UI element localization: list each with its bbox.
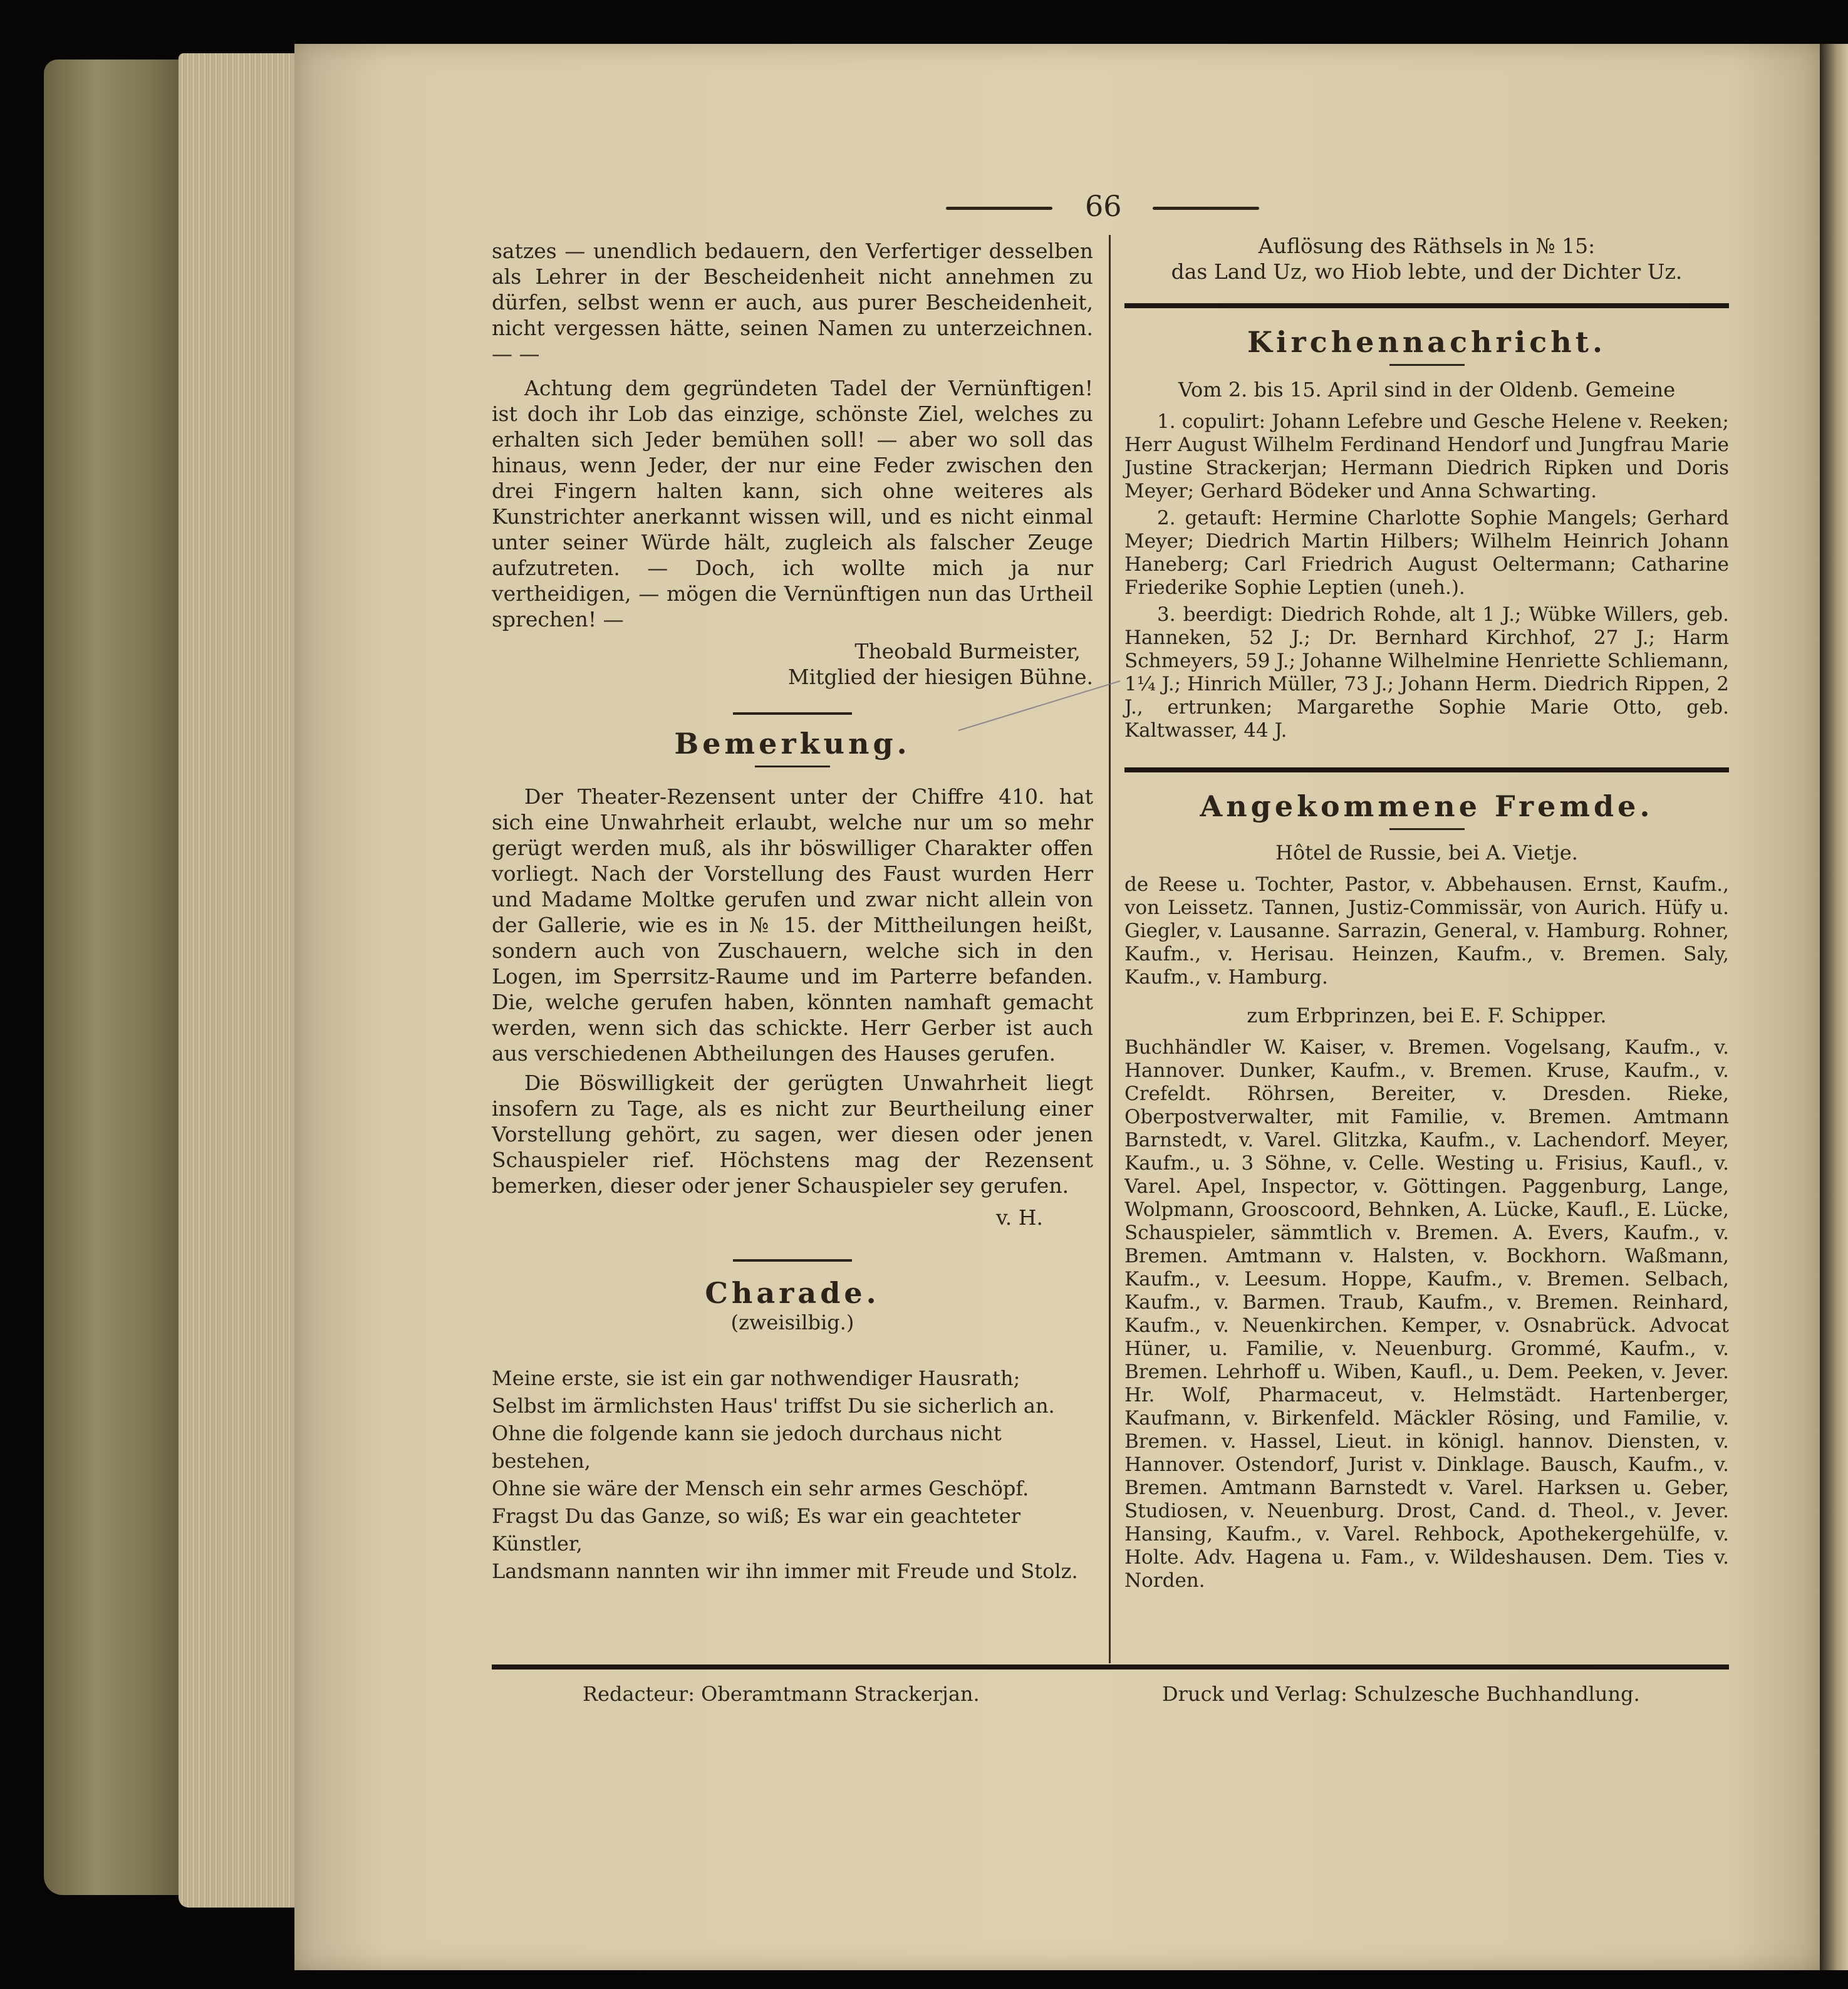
hotel-name: zum Erbprinzen, bei E. F. Schipper. xyxy=(1247,1004,1607,1027)
charade-line: Meine erste, sie ist ein gar nothwendiger Hausrath; xyxy=(492,1366,1020,1390)
hotel-guest-list: de Reese u. Tochter, Pastor, v. Abbehausen. Ernst, Kaufm., von Leissetz. Tannen, Justiz-Commissär, von Aurich. Hüfy u. Giegler, v. Lausanne. Sarrazin, General, v. Hamburg. Rohner, Kaufm., v. Herisau. Heinzen, Kaufm., v. Bremen. Saly, Kaufm., v. Hamburg. xyxy=(1124,873,1729,989)
page-header xyxy=(946,188,1259,226)
bemerkung-paragraph: Der Theater-Rezensent unter der Chiffre 410. hat sich eine Unwahrheit erlaubt, welche nur um so mehr gerügt werden muß, als ihr böswilliger Charakter offen vorliegt. Nach der Vorstellung des Faust wurden Herr und Madame Moltke gerufen und zwar nicht allein von der Gallerie, wie es in № 15. der Mittheilungen heißt, sondern auch von Zuschauern, welche sich in den Logen, im Sperrsitz-Raume und im Parterre befanden. Die, welche gerufen haben, könnten namhaft gemacht werden, wenn sich das schickte. Herr Gerber ist auch aus verschiedenen Abtheilungen des Hauses gerufen. xyxy=(492,784,1093,1066)
column-divider xyxy=(1109,235,1111,1663)
raetsel-solution-title: Auflösung des Räthsels in № 15: xyxy=(1258,234,1596,258)
footer-rule xyxy=(492,1664,1729,1670)
charade-line: Ohne die folgende kann sie jedoch durchaus nicht bestehen, xyxy=(492,1421,1002,1473)
heading-rule xyxy=(1389,828,1465,830)
charade-subtitle: (zweisilbig.) xyxy=(730,1311,854,1334)
hotel-guest-list: Buchhändler W. Kaiser, v. Bremen. Vogelsang, Kaufm., v. Hannover. Dunker, Kaufm., v. Bremen. Kruse, Kaufm., v. Crefeldt. Röhrsen, Bereiter, v. Dresden. Rieke, Oberpostverwalter, mit Familie, v. Bremen. Amtmann Barnstedt, v. Varel. Glitzka, Kaufm., v. Lachendorf. Meyer, Kaufm., u. 3 Söhne, v. Celle. Westing u. Frisius, Kaufl., v. Varel. Apel, Inspector, v. Göttingen. Paggenburg, Lange, Wolpmann, Grooscoord, Behnken, A. Lücke, Kaufl., E. Lücke, Schauspieler, sämmtlich v. Bremen. A. Evers, Kaufm., v. Bremen. Amtmann v. Halsten, v. Bockhorn. Waßmann, Kaufm., v. Leesum. Hoppe, Kaufm., v. Bremen. Selbach, Kaufm., v. Barmen. Traub, Kaufm., v. Bremen. Reinhard, Kaufm., v. Neuenkirchen. Kemper, v. Osnabrück. Advocat Hüner, u. Familie, v. Neuenburg. Grommé, Kaufm., v. Bremen. Lehrhoff u. Wiben, Kaufl., u. Dem. Peeken, v. Jever. Hr. Wolf, Pharmaceut, v. Helmstädt. Hartenberger, Kaufmann, v. Birkenfeld. Mäckler Rösing, und Familie, v. Bremen. v. Hassel, Lieut. in königl. hannov. Diensten, v. Hannover. Ostendorf, Jurist v. Dinklage. Bausch, Kaufm., v. Bremen. Amtmann Barnstedt v. Varel. Harksen u. Geber, Studiosen, v. Neuenburg. Drost, Cand. d. Theol., v. Jever. Hansing, Kaufm., v. Varel. Rehbock, Apothekergehülfe, v. Holte. Adv. Hagena u. Fam., v. Wildeshausen. Dem. Ties v. Norden. xyxy=(1124,1036,1729,1592)
footer-editor: Redacteur: Oberamtmann Strackerjan. xyxy=(583,1682,980,1706)
heading-rule xyxy=(755,766,830,767)
footer-publisher: Druck und Verlag: Schulzesche Buchhandlung. xyxy=(1162,1682,1640,1706)
kirchen-heading: Kirchennachricht. xyxy=(1247,325,1606,359)
article-continuation: satzes — unendlich bedauern, den Verfertiger desselben als Lehrer in der Bescheidenheit nicht annehmen zu dürfen, selbst wenn er auch, aus purer Bescheidenheit, nicht vergessen hätte, seinen Namen zu unterzeichnen. — — xyxy=(492,239,1093,366)
charade-line: Ohne sie wäre der Mensch ein sehr armes Geschöpf. xyxy=(492,1477,1029,1500)
article-paragraph: Achtung dem gegründeten Tadel der Vernünftigen! ist doch ihr Lob das einzige, schönste Ziel, welches zu erhalten sich Jeder bemühen soll! — aber wo soll das hinaus, wenn Jeder, der nur eine Feder zwischen den drei Fingern halten kann, sich ohne weiteres als Kunstrichter anerkannt wissen will, und es nicht einmal unter seiner Würde hält, zugleich als falscher Zeuge aufzutreten. — Doch, ich wollte mich ja nur vertheidigen, — mögen die Vernünftigen nun das Urtheil sprechen! — xyxy=(492,376,1093,631)
bemerkung-heading: Bemerkung. xyxy=(674,727,911,761)
bemerkung-paragraph: Die Böswilligkeit der gerügten Unwahrheit liegt insofern zu Tage, als es nicht zur Beurtheilung einer Vorstellung gehört, zu sagen, wer diesen oder jenen Schauspieler rief. Höchstens mag der Rezensent bemerken, dieser oder jener Schauspieler sey gerufen. xyxy=(492,1071,1093,1198)
getauft-entry: 2. getauft: Hermine Charlotte Sophie Mangels; Gerhard Meyer; Diedrich Martin Hilbers; Wilhelm Heinrich Johann Haneberg; Carl Friedrich August Oeltermann; Catharine Friederike Sophie Leptien (uneh.). xyxy=(1124,507,1729,599)
charade-line: Fragst Du das Ganze, so wiß; Es war ein geachteter Künstler, xyxy=(492,1504,1021,1555)
charade-line: Landsmann nannten wir ihn immer mit Freude und Stolz. xyxy=(492,1559,1078,1583)
kirchen-intro: Vom 2. bis 15. April sind in der Oldenb. Gemeine xyxy=(1178,378,1676,402)
section-rule xyxy=(733,712,852,715)
page-number: 66 xyxy=(1085,189,1122,223)
signature-name: Theobald Burmeister, xyxy=(854,639,1081,663)
raetsel-solution-text: das Land Uz, wo Hiob lebte, und der Dichter Uz. xyxy=(1171,259,1683,284)
charade-heading: Charade. xyxy=(705,1276,880,1310)
beerdigt-entry: 3. beerdigt: Diedrich Rohde, alt 1 J.; Wübke Willers, geb. Hanneken, 52 J.; Dr. Bernhard Kirchhof, 27 J.; Harm Schmeyers, 59 J.; Johanne Wilhelmine Henriette Schliemann, 1¼ J.; Hinrich Müller, 73 J.; Johann Herm. Diedrich Rippen, 2 J., ertrunken; Margarethe Sophie Marie Otto, geb. Kaltwasser, 44 J. xyxy=(1124,603,1729,742)
book-gutter xyxy=(1820,44,1848,1970)
book-cover-edge xyxy=(44,60,194,1895)
copulirt-entry: 1. copulirt: Johann Lefebre und Gesche Helene v. Reeken; Herr August Wilhelm Ferdinand Hendorf und Jungfrau Marie Justine Strackerjan; Hermann Diedrich Ripken und Doris Meyer; Gerhard Bödeker und Anna Schwarting. xyxy=(1124,410,1729,502)
bemerkung-signature: v. H. xyxy=(996,1205,1043,1230)
fremde-heading: Angekommene Fremde. xyxy=(1200,789,1654,823)
charade-line: Selbst im ärmlichsten Haus' triffst Du sie sicherlich an. xyxy=(492,1394,1055,1418)
header-rule-right xyxy=(1153,207,1259,210)
section-rule-thick xyxy=(1124,767,1729,772)
heading-rule xyxy=(1389,364,1465,366)
right-column xyxy=(1124,233,1729,1592)
signature-role: Mitglied der hiesigen Bühne. xyxy=(787,665,1093,689)
header-rule-left xyxy=(946,207,1052,210)
hotel-name: Hôtel de Russie, bei A. Vietje. xyxy=(1275,841,1578,865)
section-rule-thick xyxy=(1124,303,1729,308)
page-edges xyxy=(179,53,310,1908)
left-column xyxy=(492,238,1093,1585)
section-rule xyxy=(733,1259,852,1262)
